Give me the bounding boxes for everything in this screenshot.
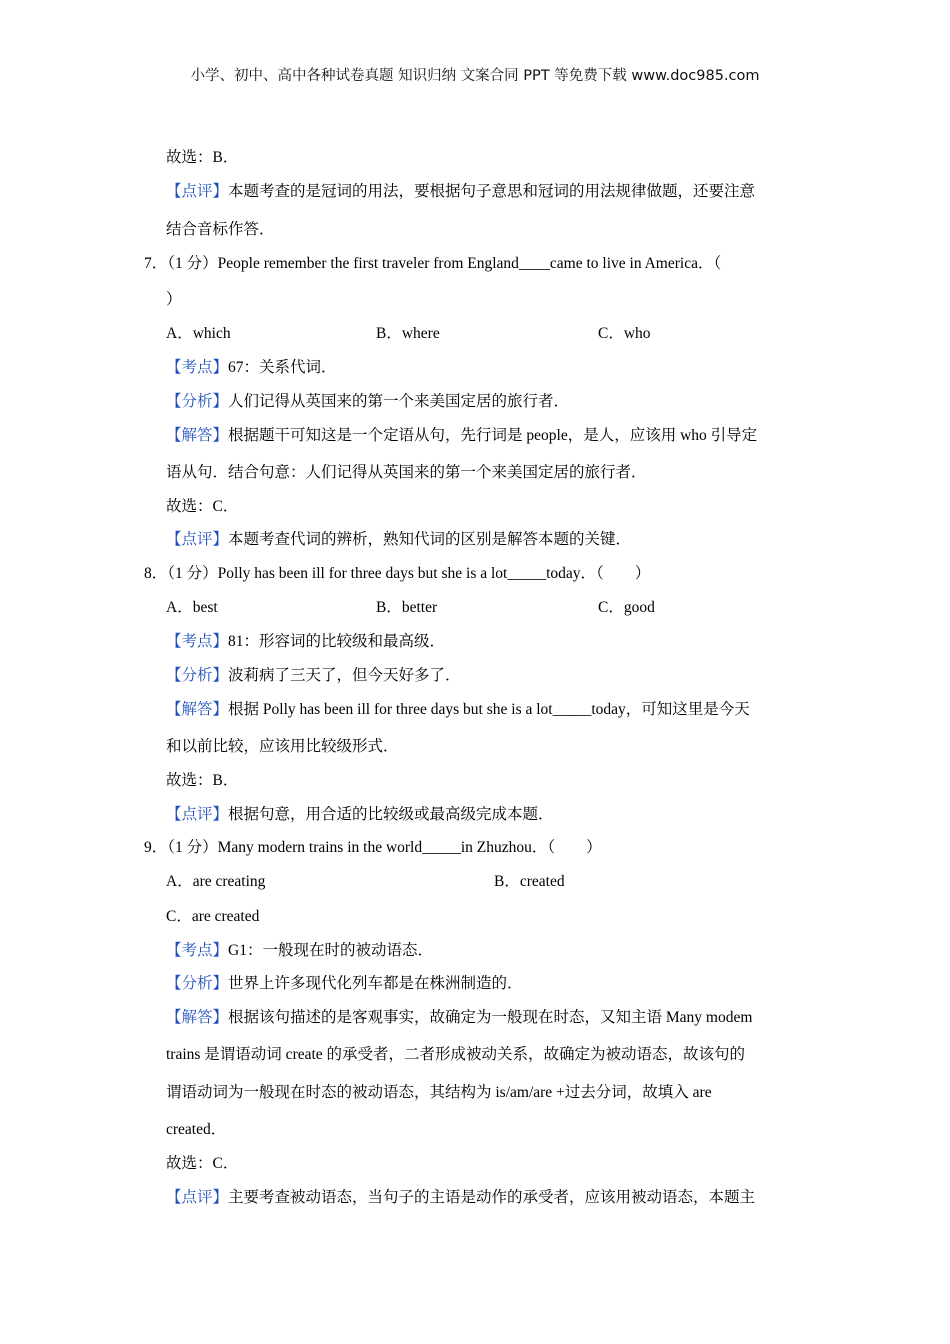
q7-number: 7． (144, 255, 168, 272)
q9-option-c: C．are created (166, 908, 260, 925)
dianping-tag: 【点评】 (166, 806, 229, 823)
q7-dianping-text: 本题考查代词的辨析，熟知代词的区别是解答本题的关键． (228, 531, 632, 548)
q8-jieda-cont: 和以前比较，应该用比较级形式． (166, 738, 399, 755)
dianping-tag: 【点评】 (166, 1189, 229, 1206)
prev-dianping-text-1: 本题考查的是冠词的用法，要根据句子意思和冠词的用法规律做题，还要注意 (228, 183, 756, 200)
page-header: 小学、初中、高中各种试卷真题 知识归纳 文案合同 PPT 等免费下载 www.doc985.com (190, 68, 760, 84)
q7-dianping (166, 530, 631, 550)
dianping-tag: 【点评】 (166, 183, 229, 200)
q7-kaodian-text: 67：关系代词． (228, 359, 337, 376)
fenxi-tag: 【分析】 (166, 393, 229, 410)
q7-fenxi-text: 人们记得从英国来的第一个来美国定居的旅行者． (228, 393, 570, 410)
fenxi-tag: 【分析】 (166, 975, 229, 992)
q7-option-c: C．who (598, 325, 651, 342)
q8-answer: 故选：B． (166, 772, 239, 789)
q8-dianping (166, 805, 554, 825)
fenxi-tag: 【分析】 (166, 667, 229, 684)
prev-answer: 故选：B． (166, 149, 239, 166)
kaodian-tag: 【考点】 (166, 359, 229, 376)
question-8 (144, 564, 650, 584)
q7-option-a: A．which (166, 325, 231, 342)
q9-answer: 故选：C． (166, 1155, 239, 1172)
jieda-tag: 【解答】 (166, 427, 229, 444)
q8-number: 8． (144, 565, 168, 582)
q8-jieda (166, 700, 750, 720)
question-9 (144, 838, 602, 858)
q9-fenxi-text: 世界上许多现代化列车都是在株洲制造的． (228, 975, 523, 992)
q9-jieda (166, 1008, 752, 1028)
q9-option-b: B．created (494, 873, 565, 890)
q8-fenxi-text: 波莉病了三天了，但今天好多了． (228, 667, 461, 684)
q8-option-a: A．best (166, 599, 218, 616)
q9-kaodian-text: G1：一般现在时的被动语态． (228, 942, 433, 959)
q8-option-c: C．good (598, 599, 655, 616)
q9-number: 9． (144, 839, 168, 856)
dianping-tag: 【点评】 (166, 531, 229, 548)
q9-stem: （1 分）Many modern trains in the world_____in Zhuzhou．（ ） (167, 839, 602, 856)
q7-kaodian (166, 358, 337, 378)
q8-kaodian-text: 81：形容词的比较级和最高级． (228, 633, 446, 650)
prev-dianping (166, 182, 755, 202)
q7-fenxi (166, 392, 569, 412)
q8-kaodian (166, 632, 445, 652)
q7-jieda (166, 426, 757, 446)
q7-jieda-cont: 语从句．结合句意：人们记得从英国来的第一个来美国定居的旅行者． (166, 464, 647, 481)
jieda-tag: 【解答】 (166, 701, 229, 718)
jieda-tag: 【解答】 (166, 1009, 229, 1026)
q8-option-b: B．better (376, 599, 438, 616)
q8-stem: （1 分）Polly has been ill for three days but she is a lot_____today．（ ） (167, 565, 651, 582)
q7-answer: 故选：C． (166, 498, 239, 515)
q8-fenxi (166, 666, 461, 686)
q9-jieda-cont-1: trains 是谓语动词 create 的承受者，二者形成被动关系，故确定为被动语态，故该句的 (166, 1046, 746, 1063)
q8-dianping-text: 根据句意，用合适的比较级或最高级完成本题． (228, 806, 554, 823)
q7-stem-end: ） (166, 291, 182, 308)
q7-stem: （1 分）People remember the first traveler from England____came to live in America．（ (167, 255, 722, 272)
q7-jieda-text-1: 根据题干可知这是一个定语从句，先行词是 people，是人，应该用 who 引导定 (228, 427, 758, 444)
q9-jieda-text-1: 根据该句描述的是客观事实，故确定为一般现在时态，又知主语 Many modem (228, 1009, 753, 1026)
q9-dianping-text: 主要考查被动语态，当句子的主语是动作的承受者，应该用被动语态，本题主 (228, 1189, 756, 1206)
q9-jieda-cont-3: created． (166, 1121, 227, 1138)
q9-fenxi (166, 974, 523, 994)
q9-option-a: A．are creating (166, 873, 266, 890)
q8-jieda-text-1: 根据 Polly has been ill for three days but she is a lot_____today，可知这里是今天 (228, 701, 750, 718)
question-7 (144, 254, 721, 274)
q9-kaodian (166, 941, 433, 961)
q9-jieda-cont-2: 谓语动词为一般现在时态的被动语态，其结构为 is/am/are +过去分词，故填入 are (166, 1084, 712, 1101)
q9-dianping (166, 1188, 755, 1208)
kaodian-tag: 【考点】 (166, 633, 229, 650)
prev-dianping-cont: 结合音标作答． (166, 221, 275, 238)
q7-option-b: B．where (376, 325, 440, 342)
kaodian-tag: 【考点】 (166, 942, 229, 959)
